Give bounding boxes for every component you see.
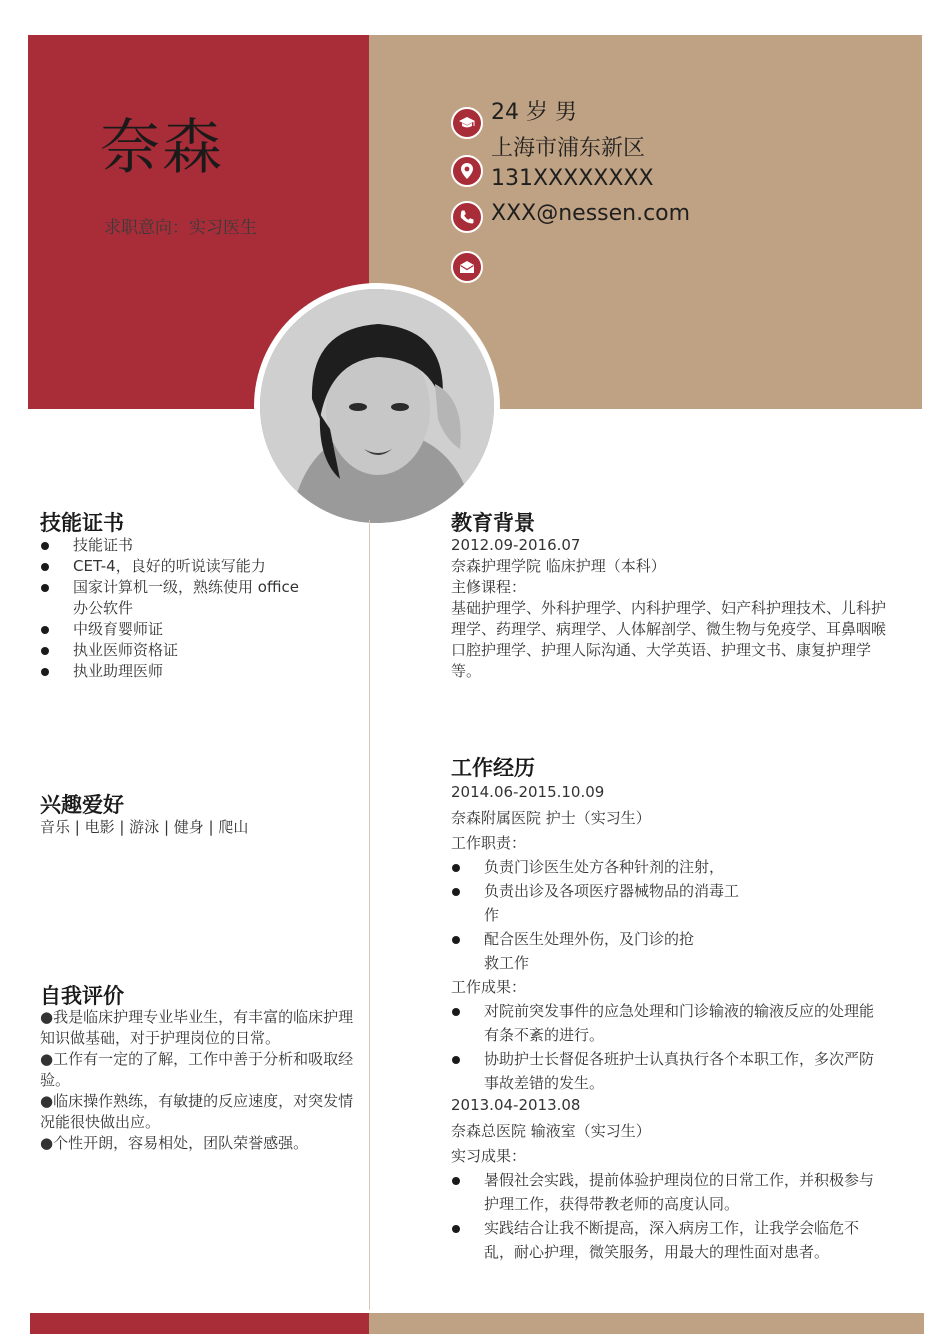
list-item: 负责出诊及各项医疗器械物品的消毒工作 — [451, 879, 743, 927]
list-item: 国家计算机一级，熟练使用 office 办公软件 — [40, 577, 358, 619]
graduation-cap-icon — [451, 107, 483, 139]
job-period: 2013.04-2013.08 — [451, 1096, 581, 1114]
duty-list — [451, 855, 893, 975]
list-item: 负责门诊医生处方各种针剂的注射， — [451, 855, 743, 879]
skills-list — [40, 535, 358, 682]
work-job-2 — [451, 1094, 893, 1264]
list-item: 执业助理医师 — [40, 661, 358, 682]
self-eval-list — [40, 1007, 358, 1154]
avatar-photo — [260, 289, 494, 523]
list-item: ●工作有一定的了解，工作中善于分析和吸取经验。 — [40, 1050, 354, 1089]
hobbies-title: 兴趣爱好 — [40, 793, 124, 817]
education-block — [451, 535, 893, 682]
result-list — [451, 1168, 893, 1264]
mail-icon — [451, 251, 483, 283]
list-item: 执业医师资格证 — [40, 640, 358, 661]
self-eval-title: 自我评价 — [40, 984, 124, 1008]
skills-title: 技能证书 — [40, 511, 124, 535]
list-item: 技能证书 — [40, 535, 358, 556]
list-item: ●我是临床护理专业毕业生，有丰富的临床护理知识做基础，对于护理岗位的日常。 — [40, 1008, 354, 1047]
list-item: 配合医生处理外伤，及门诊的抢救工作 — [451, 927, 703, 975]
education-title: 教育背景 — [451, 511, 535, 535]
job-intent: 求职意向：实习医生 — [104, 218, 257, 238]
courses-label: 主修课程： — [451, 578, 527, 596]
list-item: 暑假社会实践，提前体验护理岗位的日常工作，并积极参与护理工作，获得带教老师的高度认同。 — [451, 1168, 883, 1216]
footer-red-bar — [30, 1313, 369, 1334]
result-label: 实习成果： — [451, 1147, 527, 1165]
result-label: 工作成果： — [451, 978, 527, 996]
job-org: 奈森附属医院 护士（实习生） — [451, 809, 651, 827]
list-item: CET-4，良好的听说读写能力 — [40, 556, 358, 577]
avatar — [254, 283, 500, 529]
list-item: ●临床操作熟练，有敏捷的反应速度，对突发情况能很快做出应。 — [40, 1092, 354, 1131]
list-item: ●个性开朗，容易相处，团队荣誉感强。 — [40, 1134, 309, 1152]
job-org: 奈森总医院 输液室（实习生） — [451, 1122, 651, 1140]
education-period: 2012.09-2016.07 — [451, 536, 581, 554]
list-item: 协助护士长督促各班护士认真执行各个本职工作，多次严防事故差错的发生。 — [451, 1047, 883, 1095]
contact-age-gender: 24 岁 男 — [491, 100, 577, 125]
footer-tan-bar — [369, 1313, 924, 1334]
courses-text: 基础护理学、外科护理学、内科护理学、妇产科护理技术、儿科护理学、药理学、病理学、人体解剖学、微生物与免疫学、耳鼻咽喉口腔护理学、护理人际沟通、大学英语、护理文书、康复护理学等。 — [451, 599, 887, 680]
result-list — [451, 999, 893, 1095]
location-pin-icon — [451, 155, 483, 187]
work-title: 工作经历 — [451, 756, 535, 780]
contact-phone: 131XXXXXXXX — [491, 166, 654, 191]
list-item: 中级育婴师证 — [40, 619, 358, 640]
education-school: 奈森护理学院 临床护理（本科） — [451, 557, 666, 575]
contact-address: 上海市浦东新区 — [491, 136, 646, 161]
column-divider — [369, 520, 370, 1310]
list-item: 对院前突发事件的应急处理和门诊输液的输液反应的处理能有条不紊的进行。 — [451, 999, 883, 1047]
work-job-1 — [451, 781, 893, 1095]
duty-label: 工作职责： — [451, 834, 527, 852]
contact-email: XXX@nessen.com — [491, 201, 691, 226]
list-item: 实践结合让我不断提高，深入病房工作，让我学会临危不乱，耐心护理，微笑服务，用最大的理性面对患者。 — [451, 1216, 883, 1264]
job-period: 2014.06-2015.10.09 — [451, 783, 605, 801]
phone-icon — [451, 201, 483, 233]
candidate-name: 奈森 — [100, 113, 224, 183]
hobbies-text: 音乐 | 电影 | 游泳 | 健身 | 爬山 — [40, 818, 249, 836]
